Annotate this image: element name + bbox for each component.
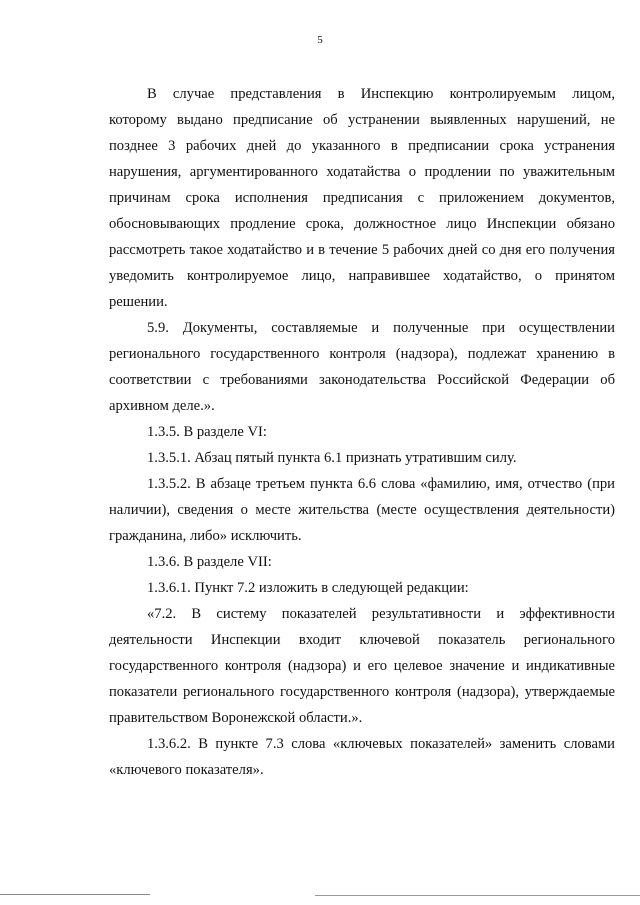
scan-edge-marks bbox=[0, 884, 640, 905]
paragraph-1-3-5: 1.3.5. В разделе VI: bbox=[147, 424, 267, 440]
scan-edge-line-right bbox=[315, 895, 640, 896]
paragraph-request-extension: которому выдано предписание об устранении выявленных нарушений, не позднее 3 рабочих дней до указанного в предписании срока устранения нарушения, аргументированного ходатайства о продлении по уважительным причинам срока исполнения предписания с приложением документов, обосновывающих продление срока, должностное лицо Инспекции обязано рассмотреть такое ходатайство и в течение 5 рабочих дней со дня его получения уведомить контролируемое лицо, направившее ходатайство, о принятом решении. bbox=[109, 112, 615, 310]
paragraph-1-3-6: 1.3.6. В разделе VII: bbox=[147, 554, 272, 570]
paragraph-1-3-5-2: 1.3.5.2. В абзаце третьем пункта 6.6 слова «фамилию, имя, отчество (при наличии), сведения о месте жительства (месте осуществления деятельности) гражданина, либо» исключить. bbox=[109, 476, 615, 544]
paragraph-1-3-6-1: 1.3.6.1. Пункт 7.2 изложить в следующей редакции: bbox=[147, 580, 469, 596]
paragraph-7-2: «7.2. В систему показателей результативности и эффективности деятельности Инспекции входит ключевой показатель регионального государственного контроля (надзора) и его целевое значение и индикативные показатели регионального государственного контроля (надзора), утверждаемые правительством Воронежской области.». bbox=[109, 606, 615, 726]
document-body bbox=[109, 81, 615, 783]
scan-edge-line-left bbox=[0, 894, 150, 895]
paragraph-1-3-6-2: 1.3.6.2. В пункте 7.3 слова «ключевых показателей» заменить словами «ключевого показателя». bbox=[109, 736, 615, 778]
page-number: 5 bbox=[317, 34, 323, 46]
paragraph-1-3-5-1: 1.3.5.1. Абзац пятый пункта 6.1 признать утратившим силу. bbox=[147, 450, 517, 466]
paragraph-5-9: 5.9. Документы, составляемые и полученные при осуществлении регионального государственного контроля (надзора), подлежат хранению в соответствии с требованиями законодательства Российской Федерации об архивном деле.». bbox=[109, 320, 615, 414]
paragraph-request-extension-first-line: В случае представления в Инспекцию контролируемым лицом, bbox=[147, 86, 615, 102]
